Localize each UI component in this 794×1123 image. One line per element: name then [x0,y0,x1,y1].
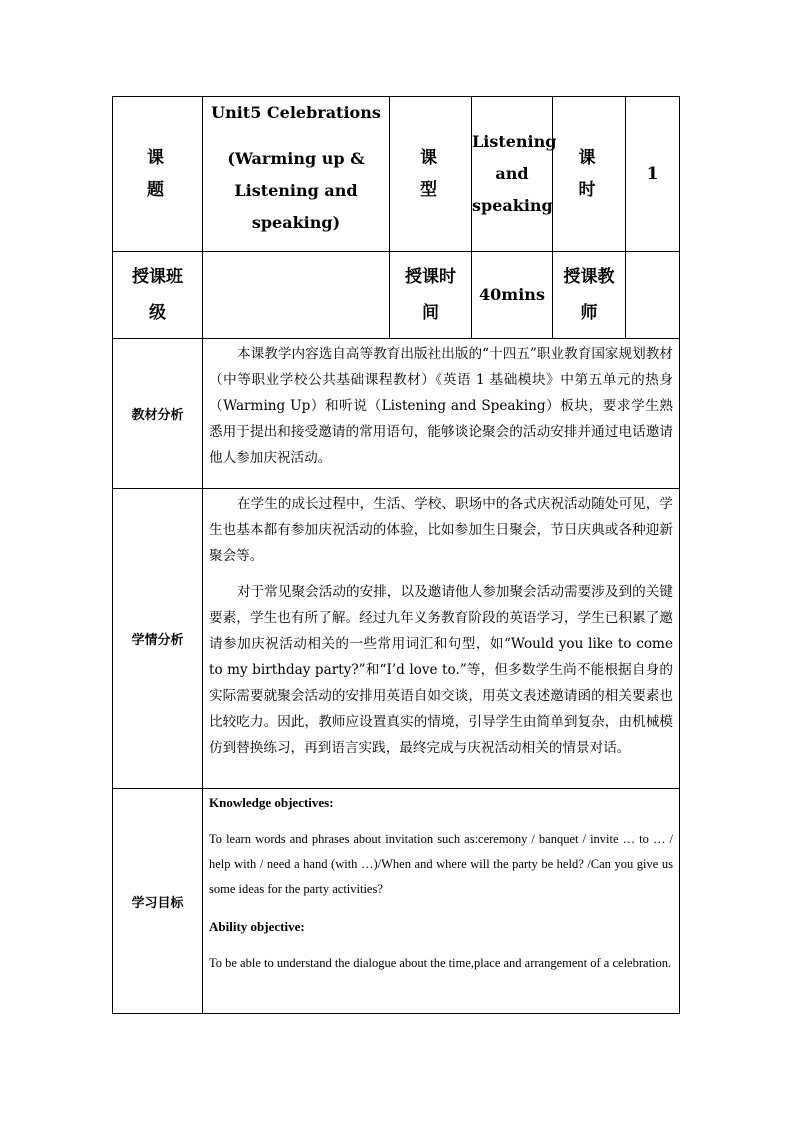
topic-label: 课 题 [113,97,203,252]
class-label-line: 级 [149,303,166,323]
topic-line: speaking) [251,213,341,232]
type-line: speaking [472,196,553,215]
class-value [203,252,390,339]
hours-label: 课 时 [553,97,626,252]
objectives-row [113,789,680,1014]
time-label-line: 间 [422,303,439,323]
header-row [113,97,680,252]
type-line: Listening [472,132,557,151]
type-value [472,97,557,252]
time-label [390,252,472,339]
topic-line: Unit5 Celebrations [211,103,381,122]
time-label-line: 授课时 [405,267,456,287]
material-row [113,339,680,489]
teacher-label [553,252,626,339]
ability-heading: Ability objective: [209,919,305,934]
teacher-value [626,252,680,339]
learner-analysis-content [203,489,680,789]
time-value: 40mins [472,252,553,339]
class-label [113,252,203,339]
objectives-content [203,789,680,1014]
topic-line: (Warming up & [227,149,365,168]
objectives-label: 学习目标 [113,789,203,1014]
knowledge-text: To learn words and phrases about invitation such as:ceremony / banquet / invite … to … / help with / need a hand (with …)/When and where will the party be held? /Can you give us some ideas for the party activities? [209,832,673,896]
material-analysis-content [203,339,680,489]
material-analysis-label: 教材分析 [113,339,203,489]
type-line: and [495,164,529,183]
learner-paragraph: 在学生的成长过程中，生活、学校、职场中的各式庆祝活动随处可见，学生也基本都有参加庆祝活动的体验，比如参加生日聚会，节日庆典或各种迎新聚会等。 [209,496,673,564]
ability-text: To be able to understand the dialogue about the time,place and arrangement of a celebration. [209,956,672,970]
topic-line: Listening and [234,181,358,200]
lesson-plan-table [112,96,680,1014]
topic-value [203,97,390,252]
info-row [113,252,680,339]
knowledge-heading: Knowledge objectives: [209,795,334,810]
teacher-label-line: 授课教 [563,267,615,287]
learner-paragraph: 对于常见聚会活动的安排，以及邀请他人参加聚会活动需要涉及到的关键要素，学生也有所了解。经过九年义务教育阶段的英语学习，学生已积累了邀请参加庆祝活动相关的一些常用词汇和句型，如“Would you like to come to my birthday party?”和“I’d love to.”等，但多数学生尚不能根据自身的实际需要就聚会活动的安排用英语自如交谈，用英文表述邀请函的相关要素也比较吃力。因此，教师应设置真实的情境，引导学生由简单到复杂，由机械模仿到替换练习，再到语言实践，最终完成与庆祝活动相关的情景对话。 [209,584,673,756]
material-paragraph: 本课教学内容选自高等教育出版社出版的“十四五”职业教育国家规划教材（中等职业学校公共基础课程教材）《英语 1 基础模块》中第五单元的热身（Warming Up）和听说（Listening and Speaking）板块，要求学生熟悉用于提出和接受邀请的常用语句，能够谈论聚会的活动安排并通过电话邀请他人参加庆祝活动。 [209,346,673,466]
learner-row [113,489,680,789]
learner-analysis-label: 学情分析 [113,489,203,789]
hours-value: 1 [626,97,680,252]
teacher-label-line: 师 [580,303,598,323]
type-label: 课 型 [390,97,472,252]
class-label-line: 授课班 [132,267,183,287]
